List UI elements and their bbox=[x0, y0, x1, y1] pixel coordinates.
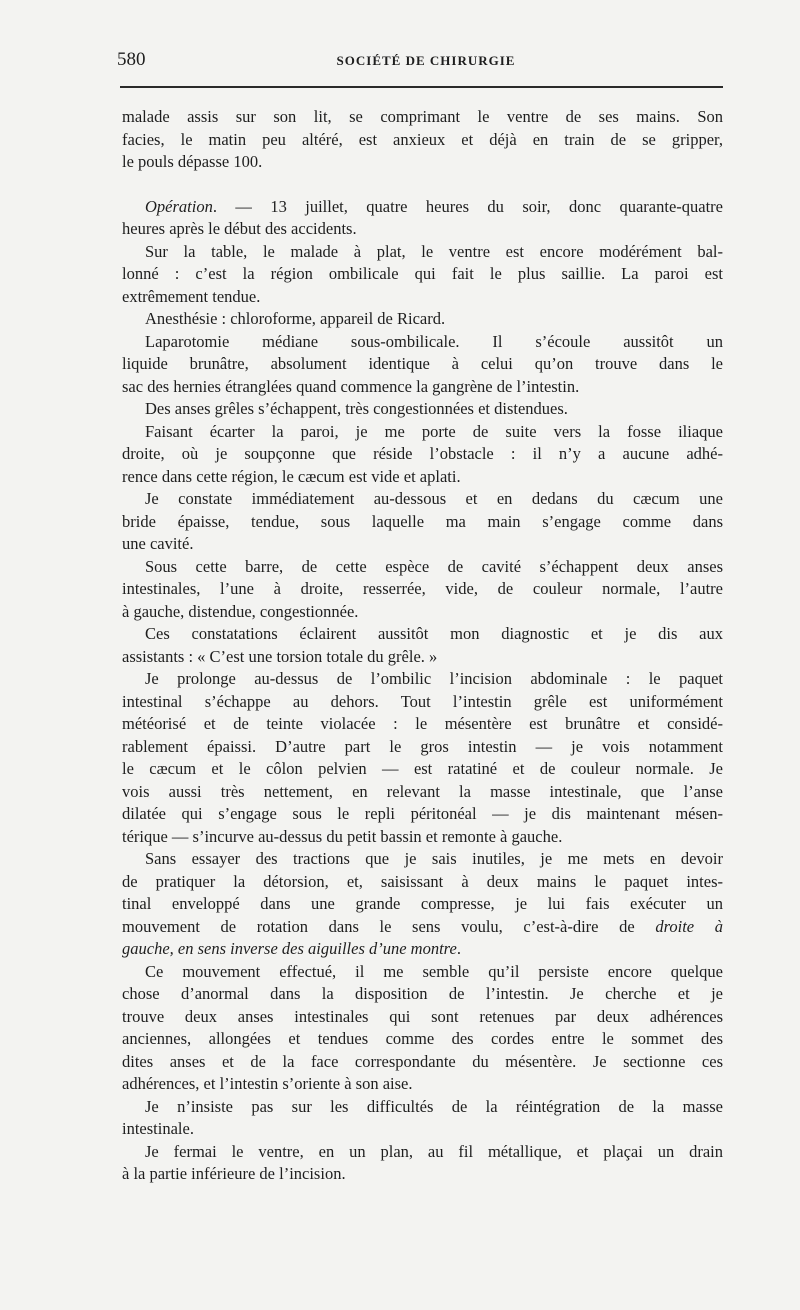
text-line: Anesthésie : chloroforme, appareil de Ricard. bbox=[145, 309, 446, 328]
paragraph bbox=[122, 961, 723, 1096]
text-line: térique — s’incurve au-dessus du petit bassin et remonte à gauche. bbox=[122, 826, 563, 846]
text-line: tinal enveloppé dans une grande compresse, je lui fais exécuter un bbox=[122, 894, 723, 913]
text-line: le cæcum et le côlon pelvien — est ratatiné et de couleur normale. Je bbox=[122, 759, 723, 778]
text-line: Je constate immédiatement au-dessous et en dedans du cæcum une bbox=[145, 489, 723, 508]
text-line: extrêmement tendue. bbox=[122, 286, 261, 306]
text-line: dilatée qui s’engage sous le repli péritonéal — je dis maintenant mésen- bbox=[122, 804, 723, 823]
text-line: intestinal s’échappe au dehors. Tout l’intestin grêle est uniformément bbox=[122, 691, 723, 711]
text-line: Laparotomie médiane sous-ombilicale. Il s’écoule aussitôt un bbox=[145, 331, 723, 351]
text-line: le pouls dépasse 100. bbox=[122, 152, 263, 171]
text-line: Je fermai le ventre, en un plan, au fil métallique, et plaçai un drain bbox=[145, 1141, 723, 1161]
text-line: Sur la table, le malade à plat, le ventre est encore modérément bal- bbox=[145, 241, 723, 261]
text-line bbox=[122, 938, 723, 961]
paragraph bbox=[122, 488, 723, 556]
text-line: heures après le début des accidents. bbox=[122, 219, 357, 238]
text-line: bride épaisse, tendue, sous laquelle ma main s’engage comme dans bbox=[122, 511, 723, 531]
text-line: intestinale. bbox=[122, 1119, 194, 1138]
text-line: chose d’anormal dans la disposition de l’intestin. Je cherche et je bbox=[122, 984, 723, 1003]
text-line: rence dans cette région, le cæcum est vide et aplati. bbox=[122, 466, 461, 486]
text-line: facies, le matin peu altéré, est anxieux et déjà en train de se gripper, bbox=[122, 129, 723, 149]
paragraph bbox=[122, 848, 723, 961]
text-line: malade assis sur son lit, se comprimant le ventre de ses mains. Son bbox=[122, 107, 723, 126]
text-line: anciennes, allongées et tendues comme des cordes entre le sommet des bbox=[122, 1029, 723, 1048]
text-line: Je prolonge au-dessus de l’ombilic l’incision abdominale : le paquet bbox=[145, 669, 723, 688]
paragraph bbox=[122, 1096, 723, 1141]
paragraph bbox=[122, 1141, 723, 1186]
italic-text: droite à bbox=[655, 916, 723, 936]
body-text bbox=[122, 106, 723, 1186]
paragraph bbox=[122, 241, 723, 309]
paragraph bbox=[122, 308, 723, 331]
text-segment: . bbox=[456, 939, 461, 958]
text-line: à gauche, distendue, congestionnée. bbox=[122, 601, 359, 621]
paragraph bbox=[122, 668, 723, 848]
paragraph bbox=[122, 196, 723, 241]
text-line: Je n’insiste pas sur les difficultés de la réintégration de la masse bbox=[145, 1096, 723, 1116]
paragraph bbox=[122, 331, 723, 399]
header-rule bbox=[120, 86, 723, 88]
paragraph bbox=[122, 623, 723, 668]
text-line: Sans essayer des tractions que je sais inutiles, je me mets en devoir bbox=[145, 849, 723, 868]
text-line: intestinales, l’une à droite, resserrée, vide, de couleur normale, l’autre bbox=[122, 579, 723, 598]
text-line: dites anses et de la face correspondante du mésentère. Je sectionne ces bbox=[122, 1051, 723, 1071]
italic-text: Opération bbox=[145, 196, 213, 216]
text-line bbox=[122, 916, 723, 939]
page-number: 580 bbox=[117, 49, 146, 70]
paragraph bbox=[122, 556, 723, 624]
text-line: Des anses grêles s’échappent, très congestionnées et distendues. bbox=[145, 399, 568, 418]
text-segment: mouvement de rotation dans le sens voulu, c’est-à-dire de bbox=[122, 916, 656, 936]
text-line: adhérences, et l’intestin s’oriente à son aise. bbox=[122, 1074, 413, 1093]
running-title: SOCIÉTÉ DE CHIRURGIE bbox=[336, 53, 516, 68]
text-line: Ces constatations éclairent aussitôt mon diagnostic et je dis aux bbox=[145, 624, 723, 643]
text-line: vois aussi très nettement, en relevant la masse intestinale, que l’anse bbox=[122, 781, 723, 801]
italic-text: gauche, en sens inverse des aiguilles d’une montre bbox=[122, 939, 457, 958]
text-segment: . — 13 juillet, quatre heures du soir, donc quarante-quatre bbox=[212, 196, 723, 216]
text-line: à la partie inférieure de l’incision. bbox=[122, 1164, 346, 1183]
text-line: lonné : c’est la région ombilicale qui fait le plus saillie. La paroi est bbox=[122, 264, 723, 283]
text-line: trouve deux anses intestinales qui sont retenues par deux adhérences bbox=[122, 1006, 723, 1026]
text-line bbox=[122, 196, 723, 219]
paragraph bbox=[122, 398, 723, 421]
text-line: météorisé et de teinte violacée : le mésentère est brunâtre et considé- bbox=[122, 714, 723, 733]
paragraph bbox=[122, 421, 723, 489]
text-line: une cavité. bbox=[122, 534, 194, 553]
text-line: droite, où je soupçonne que réside l’obstacle : il n’y a aucune adhé- bbox=[122, 444, 723, 463]
text-line: assistants : « C’est une torsion totale du grêle. » bbox=[122, 646, 438, 666]
text-line: liquide brunâtre, absolument identique à celui qu’on trouve dans le bbox=[122, 354, 723, 373]
text-line: de pratiquer la détorsion, et, saisissant à deux mains le paquet intes- bbox=[122, 871, 723, 891]
paragraph bbox=[122, 106, 723, 174]
text-line: rablement épaissi. D’autre part le gros intestin — je vois notamment bbox=[122, 736, 723, 756]
text-line: sac des hernies étranglées quand commence la gangrène de l’intestin. bbox=[122, 376, 580, 396]
text-line: Sous cette barre, de cette espèce de cavité s’échappent deux anses bbox=[145, 556, 723, 576]
text-line: Faisant écarter la paroi, je me porte de suite vers la fosse iliaque bbox=[145, 421, 723, 441]
text-line: Ce mouvement effectué, il me semble qu’il persiste encore quelque bbox=[145, 961, 723, 981]
